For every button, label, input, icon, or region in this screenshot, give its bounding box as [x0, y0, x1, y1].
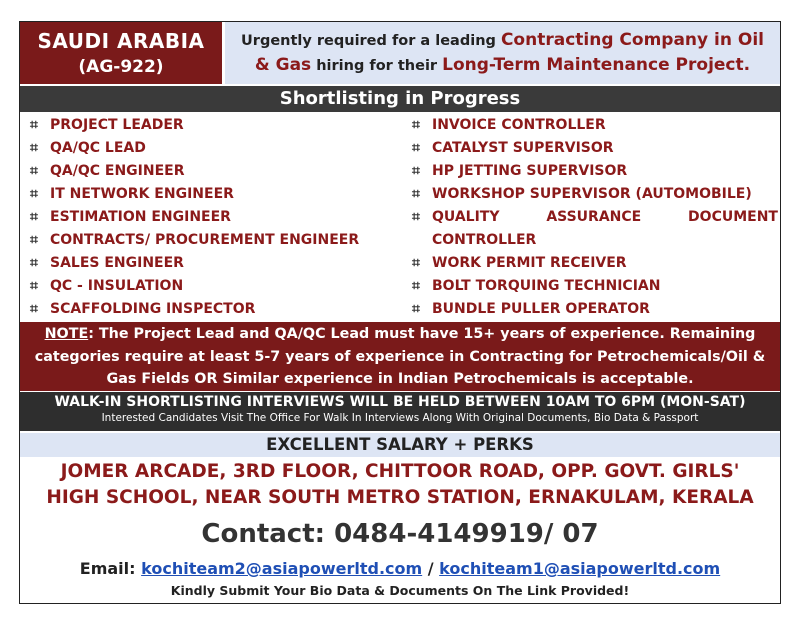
email-link-2[interactable]: kochiteam1@asiapowerltd.com	[439, 559, 721, 578]
experience-note	[20, 322, 780, 391]
hash-icon: ⌗	[412, 140, 420, 156]
position-item: ⌗ QA/QC ENGINEER	[28, 160, 400, 183]
headline-highlight-company: Contracting Company in Oil	[500, 30, 764, 50]
footer-note: Kindly Submit Your Bio Data & Documents On The Link Provided!	[170, 583, 630, 598]
qa-doc-line-1: QUALITY ASSURANCE DOCUMENT	[432, 209, 778, 225]
note-line-3: Gas Fields OR Similar experience in Indian Petrochemicals is acceptable.	[106, 371, 694, 387]
country-box	[20, 22, 222, 84]
headline-prefix: Urgently required for a leading	[241, 33, 501, 49]
position-item: ⌗ QC - INSULATION	[28, 275, 400, 298]
email-link-1[interactable]: kochiteam2@asiapowerltd.com	[141, 559, 423, 578]
hash-icon: ⌗	[30, 140, 38, 156]
headline-mid: hiring for their	[311, 58, 443, 74]
positions-left-column	[28, 114, 400, 321]
shortlisting-banner: Shortlisting in Progress	[20, 86, 780, 112]
hash-icon: ⌗	[30, 186, 38, 202]
headline-line-1	[225, 28, 780, 53]
note-line-1: NOTE: The Project Lead and QA/QC Lead must have 15+ years of experience. Remaining	[44, 326, 756, 342]
header	[20, 22, 780, 84]
hash-icon: ⌗	[30, 301, 38, 317]
walk-in-banner	[20, 392, 780, 431]
hash-icon: ⌗	[412, 117, 420, 133]
position-item: ⌗ ESTIMATION ENGINEER	[28, 206, 400, 229]
position-item: ⌗ CATALYST SUPERVISOR	[410, 137, 780, 160]
job-code: (AG-922)	[78, 57, 164, 77]
qa-doc-line-2: CONTROLLER	[432, 232, 537, 248]
walk-in-title: WALK-IN SHORTLISTING INTERVIEWS WILL BE HELD BETWEEN 10AM TO 6PM (MON-SAT)	[54, 394, 746, 410]
hash-icon: ⌗	[30, 255, 38, 271]
position-item: ⌗ WORK PERMIT RECEIVER	[410, 252, 780, 275]
hash-icon: ⌗	[412, 209, 420, 225]
hash-icon: ⌗	[30, 232, 38, 248]
position-item-qa-document-controller	[410, 206, 780, 252]
headline-highlight-project: Long-Term Maintenance Project.	[442, 55, 751, 75]
salary-banner: EXCELLENT SALARY + PERKS	[20, 433, 780, 457]
email-line	[20, 559, 780, 578]
email-label: Email:	[79, 559, 142, 578]
position-item: ⌗ QA/QC LEAD	[28, 137, 400, 160]
headline	[225, 22, 780, 84]
position-item: ⌗ WORKSHOP SUPERVISOR (AUTOMOBILE)	[410, 183, 780, 206]
note-line-2: categories require at least 5-7 years of experience in Contracting for Petrochemicals/Oil &	[34, 348, 766, 365]
position-item: ⌗ SCAFFOLDING INSPECTOR	[28, 298, 400, 321]
headline-highlight-gas: & Gas	[254, 55, 312, 75]
office-address	[20, 459, 780, 511]
position-item: ⌗ INVOICE CONTROLLER	[410, 114, 780, 137]
address-line-1: JOMER ARCADE, 3RD FLOOR, CHITTOOR ROAD, OPP. GOVT. GIRLS'	[60, 461, 740, 482]
headline-line-2	[225, 53, 780, 78]
address-line-2: HIGH SCHOOL, NEAR SOUTH METRO STATION, ERNAKULAM, KERALA	[46, 487, 754, 508]
email-separator: /	[422, 559, 440, 578]
positions	[20, 114, 780, 321]
contact-phone: Contact: 0484-4149919/ 07	[201, 519, 599, 549]
country-name: SAUDI ARABIA	[37, 29, 205, 53]
position-item: ⌗ BOLT TORQUING TECHNICIAN	[410, 275, 780, 298]
position-item: ⌗ SALES ENGINEER	[28, 252, 400, 275]
position-item: ⌗ IT NETWORK ENGINEER	[28, 183, 400, 206]
hash-icon: ⌗	[412, 186, 420, 202]
hash-icon: ⌗	[30, 117, 38, 133]
hash-icon: ⌗	[30, 209, 38, 225]
job-poster	[19, 21, 781, 604]
walk-in-subtitle: Interested Candidates Visit The Office For Walk In Interviews Along With Original Documents, Bio Data & Passport	[101, 412, 699, 424]
position-item: ⌗ HP JETTING SUPERVISOR	[410, 160, 780, 183]
positions-right-column	[410, 114, 780, 321]
position-item: ⌗ PROJECT LEADER	[28, 114, 400, 137]
hash-icon: ⌗	[412, 163, 420, 179]
hash-icon: ⌗	[412, 278, 420, 294]
hash-icon: ⌗	[412, 301, 420, 317]
position-item: ⌗ BUNDLE PULLER OPERATOR	[410, 298, 780, 321]
hash-icon: ⌗	[412, 255, 420, 271]
hash-icon: ⌗	[30, 163, 38, 179]
note-label: NOTE	[44, 326, 89, 342]
position-item: ⌗ CONTRACTS/ PROCUREMENT ENGINEER	[28, 229, 400, 252]
hash-icon: ⌗	[30, 278, 38, 294]
